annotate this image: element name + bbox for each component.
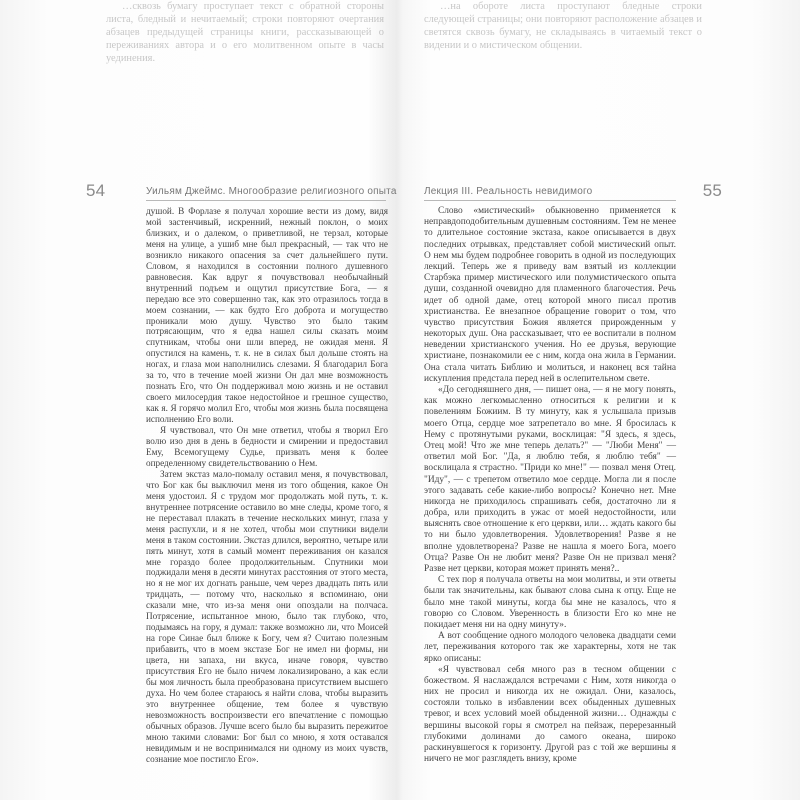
left-page-body (146, 206, 388, 765)
bleed-paragraph: …сквозь бумагу проступает текст с обратной стороны листа, бледный и нечитаемый; строки повторяют очертания абзацев предыдущей страницы книги, рассказывающей о переживаниях автора и о его молитвенном опыте в часы уединения. (106, 1, 384, 64)
bleed-through-text-right (424, 0, 702, 180)
body-paragraph: Затем экстаз мало-помалу оставил меня, я почувствовал, что Бог как бы выключил меня из того общения, какое Он меня удостоил. Я с трудом мог продолжать мой путь, т. к. внутреннее потрясение оставило во мне следы, кроме того, я не переставал плакать в течение нескольких минут, глаза у меня распухли, и я не хотел, чтобы мои спутники видели меня в таком состоянии. Экстаз длился, вероятно, четыре или пять минут, хотя в самый момент переживания он казался мне гораздо более продолжительным. Спутники мои поджидали меня в десяти минутах расстояния от этого места, но я не мог их догнать раньше, чем через двадцать пять или тридцать, — потому что, насколько я вспоминаю, они сказали мне, что из-за меня они опоздали на полчаса. Потрясение, испытанное мною, было так глубоко, что, подымаясь на гору, я думал: также возможно ли, что Моисей на горе Синае был ближе к Богу, чем я? Считаю полезным прибавить, что в моем экстазе Бог не имел ни формы, ни цвета, ни запаха, ни вкуса, иначе говоря, чувство присутствия Его не было ничем локализировано, а как если бы моя личность была преобразована присутствием высшего духа. Но чем более стараюсь я найти слова, чтобы выразить это внутреннее общение, тем более я чувствую невозможность воспроизвести его впечатление с помощью обычных образов. Лучше всего было бы выразить пережитое мною такими словами: Бог был со мною, я хотя оставался невидимым и не воспринимался ни одному из моих чувств, сознание мое постигло Его». (146, 468, 388, 764)
body-paragraph: «Я чувствовал себя много раз в тесном общении с божеством. Я наслаждался встречами с Ним, хотя никогда о них не просил и никогда их не ожидал. Они, казалось, состояли только в избавлении всех обыденных душевных тревог, и всех условий моей обыденной жизни… Однажды с вершины высокой горы я смотрел на пейзаж, перерезанный глубокими долинами до самого океана, широко раскинувшегося к горизонту. Другой раз с той же вершины я ничего не мог разглядеть внизу, кроме (424, 664, 676, 765)
body-paragraph: А вот сообщение одного молодого человека двадцати семи лет, переживания которого так же характерны, хотя не так ярко описаны: (424, 631, 676, 664)
body-paragraph: душой. В Форлазе я получал хорошие вести из дому, видя мой застенчивый, искренний, нежный поклон, о моих близких, и о далеком, о приветливой, не терзал, которые меня на улице, а ушиб мне был прекрасный, — так что не возникло никакого опасения за счет дальнейшего пути. Словом, я находился в состоянии полного душевного равновесия. Как вдруг я почувствовал необычайный внутренний подъем и ощутил присутствие Бога, — я передаю все это совершенно так, как это отразилось тогда в моем сознании, — как будто Его доброта и могущество проникали мою душу. Чувство это было таким потрясающим, что я едва нашел силы сказать моим спутникам, чтобы они шли вперед, не ожидая меня. Я опустился на камень, т. к. не в силах был дольше стоять на ногах, и глаза мои наполнились слезами. Я благодарил Бога за то, что в течение моей жизни Он дал мне возможность познать Его, что Он поддерживал мою жизнь и не оставил своего милосердия такое недостойное и грешное существо, как я. Я горячо молил Его, чтобы моя жизнь была посвящена исполнению Его воли. (146, 206, 388, 425)
bleed-paragraph: …на обороте листа проступают бледные строки следующей страницы; они повторяют расположение абзацев и светятся сквозь бумагу, не складываясь в читаемый текст о видении и о мистическом общении. (424, 1, 702, 51)
body-paragraph: Я чувствовал, что Он мне ответил, чтобы я творил Его волю изо дня в день в бедности и смирении и предоставил Ему, Всемогущему Судье, призвать меня к более определенному свидетельствованию о Нем. (146, 425, 388, 468)
right-page-body (424, 206, 676, 765)
page-number-right: 55 (702, 181, 722, 200)
body-paragraph: «До сегодняшнего дня, — пишет она, — я не могу понять, как можно легкомысленно относиться к религии и к повелениям Божиим. В ту минуту, как я услышала призыв моего Отца, сердце мое затрепетало во мне. Я бросилась к Нему с протянутыми руками, восклицая: "Я здесь, я здесь, Отец мой! Что же мне теперь делать?" — "Люби Меня" — ответил мой Бог. "Да, я люблю тебя, я люблю тебя" — восклицала я страстно. "Приди ко мне!" — позвал меня Отец. "Иду", — с трепетом ответило мое сердце. Могла ли я после этого задавать себе какие-либо вопросы? Конечно нет. Мне никогда не приходилось спрашивать себя, достаточно ли я добра, или приходить в ужас от моей недостойности, или выяснять свое отношение к его церкви, или… ждать какого бы то ни было удовлетворения. Удовлетворения! Разве я не вполне удовлетворена? Разве не нашла я моего Бога, моего Отца? Разве Он не любит меня? Разве Он не призвал меня? Разве нет церкви, которая может принять меня?.. (424, 385, 676, 574)
right-page-header (424, 181, 722, 202)
page-number-left: 54 (86, 181, 106, 200)
running-head-left: Уильям Джеймс. Многообразие религиозного опыта (146, 186, 397, 197)
header-rule-left (146, 200, 386, 201)
body-paragraph: С тех пор я получала ответы на мои молитвы, и эти ответы были так значительны, как бывают слова сына к отцу. Еще не было мне такой минуты, когда бы мне не казалось, что я говорю со Словом. Уверенность в близости Его ко мне не покидает меня ни на одну минуту». (424, 575, 676, 630)
bleed-through-text-left (106, 0, 384, 180)
body-paragraph: Слово «мистический» обыкновенно применяется к неправдоподобительным душевным состояниям. Тем не менее то длительное состояние экстаза, какое описывается в двух последних отрывках, представляет собой мистический опыт. О нем мы будем подробнее говорить в одной из последующих лекций. Теперь же я приведу вам взятый из коллекции Старбэка пример мистического или полумистического опыта души, созданной очевидно для пламенного благочестия. Речь идет об одной даме, отец которой много писал против христианства. Ее внезапное обращение говорит о том, что чувство присутствия Божия является прирожденным у некоторых душ. Она рассказывает, что ее воспитали в полном неведении христианского учения. Но ее друзья, верующие христиане, познакомили ее с ним, когда она жила в Германии. Она стала читать Библию и молиться, и наконец вся тайна искупления предстала перед ней в ослепительном свете. (424, 206, 676, 384)
header-rule-right (424, 200, 676, 201)
left-page-header (86, 181, 397, 202)
right-page (400, 0, 800, 800)
running-head-right: Лекция III. Реальность невидимого (424, 186, 593, 197)
